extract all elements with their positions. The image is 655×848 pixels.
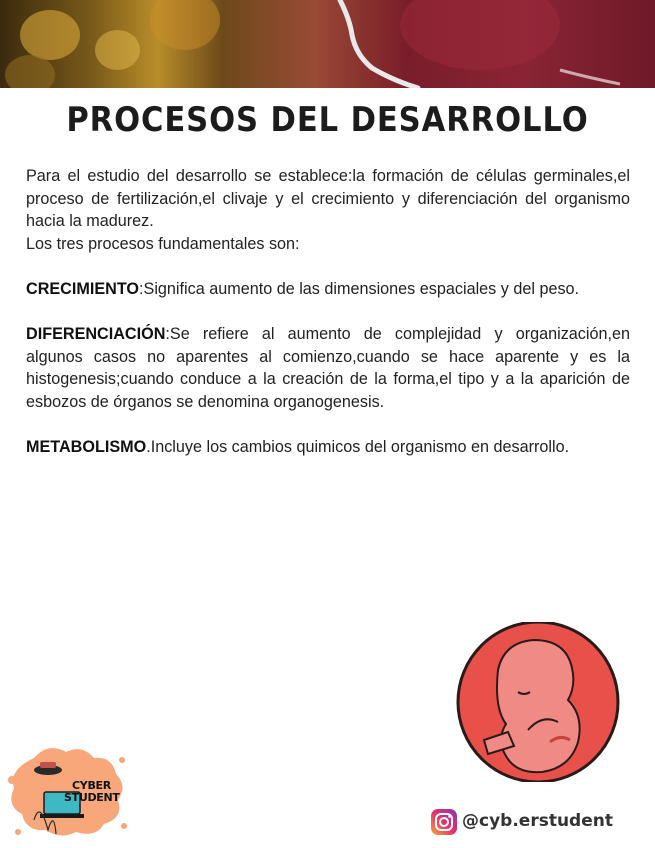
process-definition: :Significa aumento de las dimensiones espaciales y del peso. (139, 279, 580, 298)
logo-text-line1: CYBER (72, 779, 111, 792)
process-term: METABOLISMO (26, 438, 147, 457)
intro-paragraph: Para el estudio del desarrollo se establece:la formación de células germinales,el proceso de fertilización,el clivaje y el crecimiento y diferenciación del organismo hacia la madurez. (26, 167, 630, 231)
instagram-icon (430, 808, 458, 836)
logo-text-line2: STUDENT (64, 791, 120, 804)
cyber-student-logo (4, 740, 132, 840)
process-diferenciacion (26, 323, 630, 413)
page-title: PROCESOS DEL DESARROLLO (66, 100, 589, 140)
content-body (26, 165, 630, 459)
process-metabolismo (26, 436, 630, 459)
intro-lead: Los tres procesos fundamentales son: (26, 234, 300, 253)
process-definition: :Se refiere al aumento de complejidad y organización,en algunos casos no aparentes al comienzo,cuando se hace aparente y es la histogenesis;cuando conduce a la creación de la forma,el tipo y a la aparición de esbozos de órganos se denomina organogenesis. (26, 325, 630, 411)
process-crecimiento (26, 278, 630, 301)
social-handle-text[interactable]: @cyb.erstudent (462, 811, 613, 831)
embryo-illustration (446, 622, 630, 782)
social-handle[interactable] (430, 808, 630, 838)
process-term: DIFERENCIACIÓN (26, 325, 166, 344)
header-banner-image (0, 0, 655, 88)
process-term: CRECIMIENTO (26, 279, 140, 298)
process-definition: .Incluye los cambios quimicos del organismo en desarrollo. (146, 438, 570, 457)
